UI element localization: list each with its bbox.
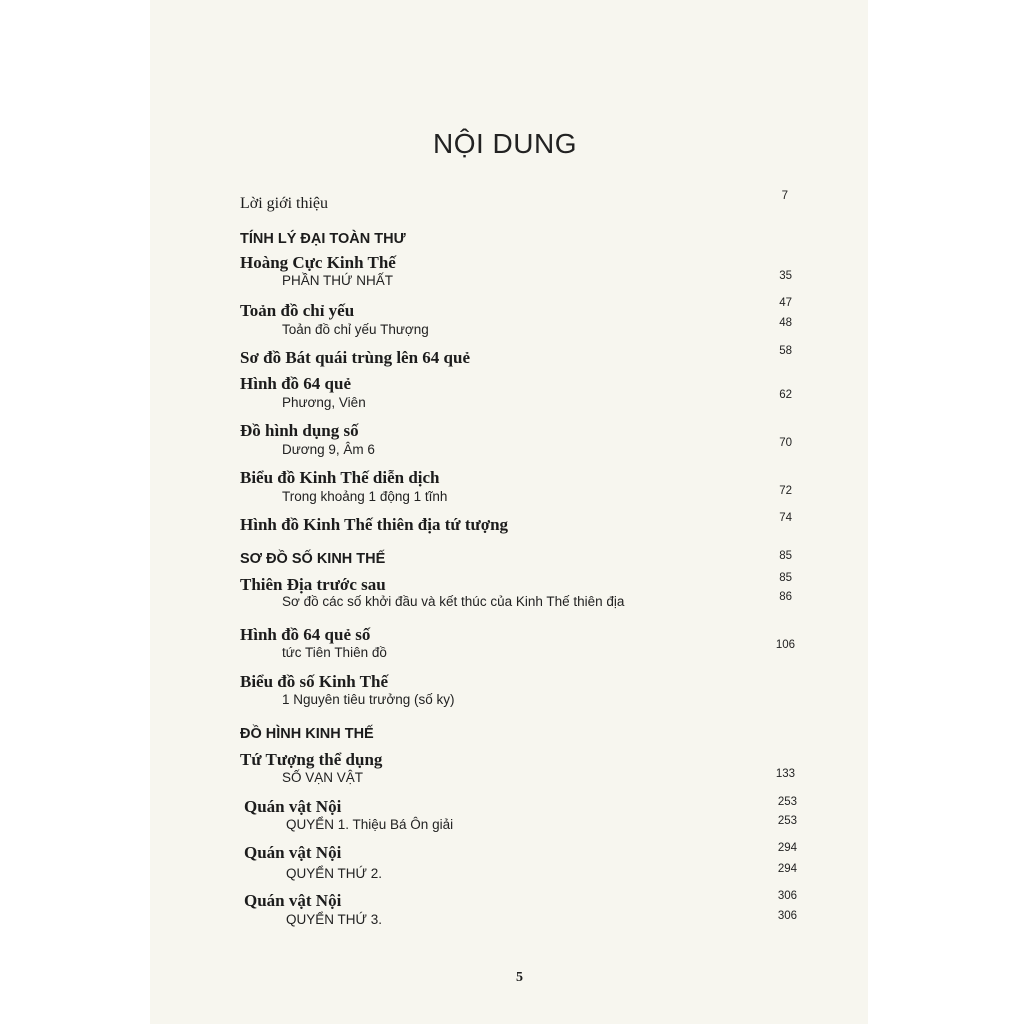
toc-entry-bieu-do-so: Biểu đồ số Kinh Thế [240, 672, 389, 691]
toc-page-quan-vat-1: 253 [777, 796, 797, 808]
toc-entry-intro: Lời giới thiệu [240, 195, 329, 212]
toc-sub-bieu-do-so: 1 Nguyên tiêu trưởng (số ky) [282, 692, 455, 707]
toc-section-tinh-ly: TÍNH LÝ ĐẠI TOÀN THƯ [240, 231, 406, 247]
toc-entry-bieu-do-dien-dich: Biểu đồ Kinh Thế diễn dịch [240, 468, 440, 487]
toc-page-hinh-do-64: 62 [779, 389, 792, 401]
toc-sub-hoang-cuc: PHẦN THỨ NHẤT [282, 273, 394, 288]
toc-page-tu-tuong: 74 [779, 512, 792, 524]
toc-section-do-hinh: ĐỒ HÌNH KINH THẾ [240, 726, 374, 742]
toc-sub-hinh-do-64: Phương, Viên [282, 395, 366, 410]
toc-page-intro: 7 [781, 190, 788, 202]
toc-page-quan-vat-3: 306 [777, 890, 797, 902]
toc-sub-tu-tuong-the-dung: SỐ VẠN VẬT [282, 770, 364, 785]
toc-section-so-do-so: SƠ ĐỒ SỐ KINH THẾ [240, 551, 386, 567]
toc-page-so-do-bat-quai: 58 [779, 345, 792, 357]
toc-entry-hinh-do-64-so: Hình đồ 64 quẻ số [240, 625, 371, 644]
toc-sub-thien-dia: Sơ đồ các số khởi đầu và kết thúc của Kinh Thế thiên địa [282, 594, 625, 609]
toc-entry-hinh-do-64: Hình đồ 64 quẻ [240, 374, 352, 393]
toc-entry-tu-tuong-the-dung: Tứ Tượng thể dụng [240, 750, 383, 769]
toc-page-do-hinh-dung-so: 70 [779, 437, 792, 449]
toc-entry-so-do-bat-quai: Sơ đồ Bát quái trùng lên 64 quẻ [240, 348, 470, 367]
toc-page-hoang-cuc: 35 [779, 270, 792, 282]
toc-sub-quan-vat-2: QUYỂN THỨ 2. [286, 866, 383, 881]
toc-sub-hinh-do-64-so: tức Tiên Thiên đồ [282, 645, 387, 660]
toc-page-tu-tuong-the-dung: 133 [775, 768, 795, 780]
toc-page-thien-dia: 85 [779, 572, 792, 584]
toc-entry-thien-dia: Thiên Địa trước sau [240, 575, 386, 594]
toc-subpage-quan-vat-2: 294 [777, 863, 797, 875]
toc-entry-quan-vat-1: Quán vật Nội [244, 797, 342, 816]
toc-page-hinh-do-64-so: 106 [775, 639, 795, 651]
toc-sub-toan-do: Toản đồ chỉ yếu Thượng [282, 322, 429, 337]
toc-entry-quan-vat-3: Quán vật Nội [244, 891, 342, 910]
page-title: NỘI DUNG [433, 128, 577, 159]
toc-subpage-quan-vat-3: 306 [777, 910, 797, 922]
toc-entry-quan-vat-2: Quán vật Nội [244, 843, 342, 862]
toc-entry-hoang-cuc: Hoàng Cực Kinh Thế [240, 253, 396, 272]
toc-entry-toan-do: Toản đồ chỉ yếu [240, 301, 355, 320]
toc-sub-quan-vat-1: QUYỂN 1. Thiệu Bá Ôn giải [286, 817, 454, 832]
toc-sub-quan-vat-3: QUYỂN THỨ 3. [286, 912, 383, 927]
toc-entry-do-hinh-dung-so: Đồ hình dụng số [240, 421, 359, 440]
toc-sub-bieu-do-dien-dich: Trong khoảng 1 động 1 tĩnh [282, 489, 448, 504]
toc-subpage-quan-vat-1: 253 [777, 815, 797, 827]
toc-subpage-toan-do: 48 [779, 317, 792, 329]
toc-entry-tu-tuong: Hình đồ Kinh Thế thiên địa tứ tượng [240, 515, 509, 534]
toc-page-toan-do: 47 [779, 297, 792, 309]
toc-page-so-do-so: 85 [779, 550, 792, 562]
toc-sub-do-hinh-dung-so: Dương 9, Âm 6 [282, 442, 375, 457]
toc-page-quan-vat-2: 294 [777, 842, 797, 854]
toc-page-bieu-do-dien-dich: 72 [779, 485, 792, 497]
toc-subpage-thien-dia: 86 [779, 591, 792, 603]
page-number: 5 [516, 970, 523, 985]
